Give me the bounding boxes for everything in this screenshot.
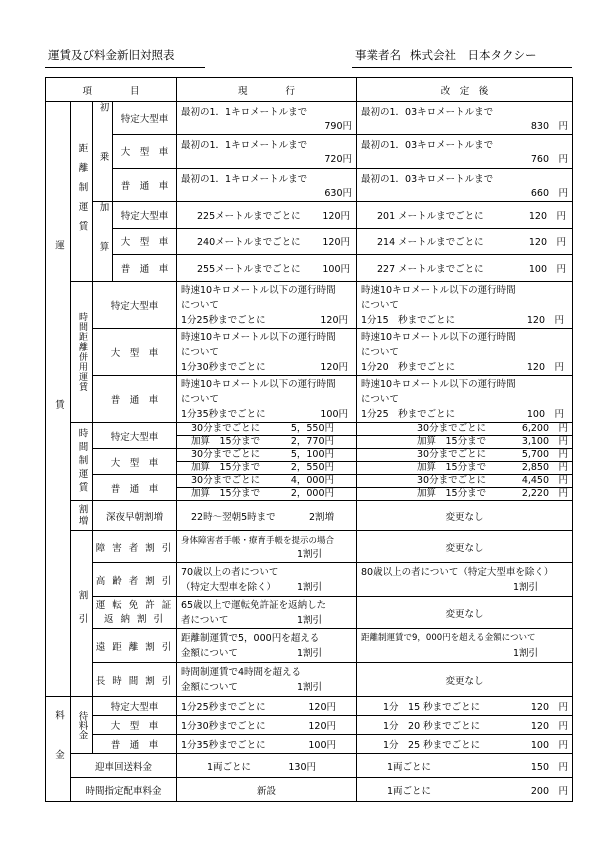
revised-add-amount: 2,220 円 <box>521 488 569 499</box>
current-text: 最初の1．1キロメートルまで <box>181 107 308 119</box>
discount-row-long-time <box>46 663 573 697</box>
current-line-2: （特定大型車を除く） <box>181 581 277 593</box>
operator-name: 株式会社 日本タクシー <box>410 48 537 62</box>
revised-line-1: 時速10キロメートル以下の運行時間 <box>361 284 516 296</box>
surcharge-rate: 2割増 <box>308 511 335 523</box>
distance-fare-label: 距離制運賃 <box>71 102 93 282</box>
revised-line-1: 時速10キロメートル以下の運行時間 <box>361 378 516 390</box>
time-distance-row-special-large <box>46 282 573 329</box>
current-text: 225メートルまでごとに <box>197 210 301 222</box>
title-underline <box>45 67 205 68</box>
current-line-2: について <box>181 393 219 405</box>
current-line-1: 距離制運賃で5，000円を超える <box>181 632 320 644</box>
revised-amount: 120 円 <box>530 721 569 732</box>
time-fare-row-special-large <box>46 423 573 449</box>
revised-base-amount: 4,450 円 <box>521 475 569 486</box>
revised-amount: 760 円 <box>530 154 569 166</box>
discount-row-elderly <box>46 563 573 597</box>
vehicle-standard: 普 通 車 <box>93 735 177 754</box>
revised-text: 変更なし <box>357 531 573 563</box>
initial-row-large <box>46 135 573 168</box>
current-line-2: 金額について <box>181 681 238 693</box>
added-row-standard <box>46 255 573 282</box>
revised-text: 1分 25 秒までごとに <box>383 740 481 751</box>
revised-line-3: 1分20 秒までごとに <box>361 361 456 373</box>
surcharge-revised: 変更なし <box>357 501 573 531</box>
vehicle-standard: 普 通 車 <box>113 168 177 201</box>
vehicle-large: 大 型 車 <box>93 449 177 475</box>
revised-text: 1分 20 秒までごとに <box>383 721 481 732</box>
surcharge-row <box>46 501 573 531</box>
waiting-row-large <box>46 716 573 735</box>
current-rate: 1割引 <box>296 681 323 693</box>
revised-amount: 120 円 <box>526 361 565 373</box>
discount-name: 長 時 間 割 引 <box>93 663 177 697</box>
current-amount: 120円 <box>322 237 351 249</box>
current-amount: 630円 <box>324 187 353 199</box>
revised-text: 227 メートルまでごとに <box>377 264 484 276</box>
discount-row-long-distance <box>46 629 573 663</box>
discount-label: 割引 <box>71 531 93 697</box>
discount-row-disability <box>46 531 573 563</box>
initial-row-special-large <box>46 102 573 135</box>
discount-name: 障 害 者 割 引 <box>93 531 177 563</box>
reservation-row <box>46 778 573 802</box>
revised-base-amount: 6,200 円 <box>521 423 569 434</box>
surcharge-label: 割増 <box>71 501 93 531</box>
current-rate: 1割引 <box>296 647 323 659</box>
revised-amount: 120 円 <box>526 314 565 326</box>
time-fare-row-standard <box>46 475 573 501</box>
initial-label: 初乗 <box>93 102 113 202</box>
revised-text: 201 メートルまでごとに <box>377 210 484 222</box>
current-add-amount: 2，550円 <box>290 462 335 473</box>
added-row-large <box>46 228 573 255</box>
current-line-1: 70歳以上の者について <box>181 566 279 578</box>
current-base-amount: 5，550円 <box>290 423 335 434</box>
current-rate: 1割引 <box>296 581 323 593</box>
pickup-row <box>46 754 573 778</box>
fare-comparison-table <box>45 77 573 802</box>
discount-name: 高 齢 者 割 引 <box>93 563 177 597</box>
current-text: 1分35秒までごとに <box>181 740 266 751</box>
revised-add-text: 加算 15分まで <box>417 462 487 473</box>
vehicle-special-large: 特定大型車 <box>113 202 177 229</box>
time-fare-label: 時間制運賃 <box>71 423 93 501</box>
current-line-2: 者について <box>181 614 229 626</box>
current-line-3: 1分30秒までごとに <box>181 361 266 373</box>
revised-amount: 660 円 <box>530 187 569 199</box>
reservation-current: 新設 <box>177 778 357 802</box>
current-text: 最初の1．1キロメートルまで <box>181 140 308 152</box>
revised-text: 214 メートルまでごとに <box>377 237 484 249</box>
time-fare-row-large <box>46 449 573 475</box>
current-base-text: 30分までごとに <box>191 449 261 460</box>
time-distance-row-large <box>46 329 573 376</box>
revised-text: 最初の1．03キロメートルまで <box>361 173 494 185</box>
current-amount: 120円 <box>320 361 349 373</box>
vehicle-large: 大 型 車 <box>93 329 177 376</box>
revised-add-text: 加算 15分まで <box>417 436 487 447</box>
reservation-label: 時間指定配車料金 <box>71 778 177 802</box>
current-text: 240メートルまでごとに <box>197 237 301 249</box>
waiting-label: 待料金 <box>71 697 93 754</box>
revised-text: 変更なし <box>357 663 573 697</box>
revised-line-3: 1分25 秒までごとに <box>361 408 456 420</box>
revised-add-text: 加算 15分まで <box>417 488 487 499</box>
current-amount: 790円 <box>324 121 353 133</box>
current-amount: 120円 <box>308 721 337 732</box>
current-rate: 1割引 <box>296 614 323 626</box>
vehicle-special-large: 特定大型車 <box>93 282 177 329</box>
current-line-1: 時速10キロメートル以下の運行時間 <box>181 378 336 390</box>
current-base-amount: 5，100円 <box>290 449 335 460</box>
operator-underline <box>352 67 572 68</box>
revised-text: 変更なし <box>357 597 573 629</box>
revised-line-2: について <box>361 346 399 358</box>
current-line-1: 時間制運賃で4時間を超える <box>181 666 302 678</box>
current-text: 255メートルまでごとに <box>197 264 301 276</box>
time-distance-label: 時間距離併用運賃 <box>71 282 93 423</box>
revised-amount: 120 円 <box>528 237 567 249</box>
revised-text: 1分 15 秒までごとに <box>383 702 481 713</box>
pickup-current-text: 1両ごとに <box>207 761 252 773</box>
vehicle-special-large: 特定大型車 <box>93 423 177 449</box>
header-row <box>46 78 573 102</box>
current-line-1: 時速10キロメートル以下の運行時間 <box>181 284 336 296</box>
vehicle-special-large: 特定大型車 <box>113 102 177 135</box>
current-amount: 720円 <box>324 154 353 166</box>
revised-amount: 120 円 <box>530 702 569 713</box>
waiting-row-special-large <box>46 697 573 716</box>
revised-line-1: 距離制運賃で9，000円を超える金額について <box>361 632 536 643</box>
surcharge-time: 22時〜翌朝5時まで <box>191 511 276 523</box>
revised-base-text: 30分までごとに <box>417 423 487 434</box>
vehicle-large: 大 型 車 <box>113 228 177 255</box>
current-line-1: 身体障害者手帳・療育手帳を提示の場合 <box>181 535 335 546</box>
fare-group-label: 運賃 <box>46 102 71 697</box>
current-line-3: 1分25秒までごとに <box>181 314 266 326</box>
revised-line-2: について <box>361 393 399 405</box>
column-current: 現 行 <box>177 78 357 102</box>
revised-add-amount: 3,100 円 <box>521 436 569 447</box>
column-item: 項 目 <box>46 78 177 102</box>
pickup-current-amount: 130円 <box>288 761 317 773</box>
revised-add-amount: 2,850 円 <box>521 462 569 473</box>
column-revised: 改 定 後 <box>357 78 573 102</box>
current-line-3: 1分35秒までごとに <box>181 408 266 420</box>
revised-amount: 830 円 <box>530 121 569 133</box>
vehicle-special-large: 特定大型車 <box>93 697 177 716</box>
current-text: 最初の1．1キロメートルまで <box>181 173 308 185</box>
discount-row-license-return <box>46 597 573 629</box>
revised-line-2: について <box>361 299 399 311</box>
vehicle-large: 大 型 車 <box>113 135 177 168</box>
current-base-text: 30分までごとに <box>191 423 261 434</box>
vehicle-large: 大 型 車 <box>93 716 177 735</box>
revised-base-text: 30分までごとに <box>417 449 487 460</box>
discount-name-line-1: 運 転 免 許 証 <box>95 599 174 611</box>
revised-rate: 1割引 <box>512 647 539 659</box>
vehicle-standard: 普 通 車 <box>93 376 177 423</box>
discount-name-line-2: 返 納 割 引 <box>103 613 166 625</box>
current-add-amount: 2，770円 <box>290 436 335 447</box>
revised-amount: 100 円 <box>528 264 567 276</box>
current-amount: 100円 <box>322 264 351 276</box>
night-surcharge-label: 深夜早朝割増 <box>93 501 177 531</box>
current-add-text: 加算 15分まで <box>191 436 261 447</box>
current-line-2: について <box>181 346 219 358</box>
charges-label: 料金 <box>46 697 71 802</box>
revised-text: 最初の1．03キロメートルまで <box>361 140 494 152</box>
pickup-revised-text: 1両ごとに <box>387 761 432 773</box>
current-line-2: について <box>181 299 219 311</box>
current-line-1: 65歳以上で運転免許証を返納した <box>181 599 327 611</box>
revised-line-1: 80歳以上の者について（特定大型車を除く） <box>361 566 554 578</box>
reservation-revised-amount: 200 円 <box>530 785 569 797</box>
discount-name: 遠 距 離 割 引 <box>93 629 177 663</box>
vehicle-standard: 普 通 車 <box>93 475 177 501</box>
added-row-special-large <box>46 202 573 229</box>
revised-amount: 100 円 <box>526 408 565 420</box>
initial-row-standard <box>46 168 573 201</box>
discount-name <box>93 597 177 629</box>
current-amount: 120円 <box>322 210 351 222</box>
current-base-amount: 4，000円 <box>290 475 335 486</box>
waiting-row-standard <box>46 735 573 754</box>
current-rate: 1割引 <box>296 548 323 560</box>
revised-base-text: 30分までごとに <box>417 475 487 486</box>
time-distance-row-standard <box>46 376 573 423</box>
revised-base-amount: 5,700 円 <box>521 449 569 460</box>
current-amount: 120円 <box>308 702 337 713</box>
current-base-text: 30分までごとに <box>191 475 261 486</box>
revised-amount: 100 円 <box>530 740 569 751</box>
current-line-2: 金額について <box>181 647 238 659</box>
added-label: 加算 <box>93 202 113 282</box>
current-amount: 100円 <box>308 740 337 751</box>
revised-text: 最初の1．03キロメートルまで <box>361 107 494 119</box>
revised-rate: 1割引 <box>512 581 539 593</box>
pickup-label: 迎車回送料金 <box>71 754 177 778</box>
current-text: 1分30秒までごとに <box>181 721 266 732</box>
revised-line-3: 1分15 秒までごとに <box>361 314 456 326</box>
current-line-1: 時速10キロメートル以下の運行時間 <box>181 331 336 343</box>
current-amount: 120円 <box>320 314 349 326</box>
current-add-text: 加算 15分まで <box>191 462 261 473</box>
current-text: 1分25秒までごとに <box>181 702 266 713</box>
current-add-amount: 2，000円 <box>290 488 335 499</box>
vehicle-standard: 普 通 車 <box>113 255 177 282</box>
revised-amount: 120 円 <box>528 210 567 222</box>
revised-line-1: 時速10キロメートル以下の運行時間 <box>361 331 516 343</box>
document-title: 運賃及び料金新旧対照表 <box>48 48 175 62</box>
current-add-text: 加算 15分まで <box>191 488 261 499</box>
current-amount: 100円 <box>320 408 349 420</box>
pickup-revised-amount: 150 円 <box>530 761 569 773</box>
operator-label: 事業者名 <box>355 48 401 62</box>
reservation-revised-text: 1両ごとに <box>387 785 432 797</box>
